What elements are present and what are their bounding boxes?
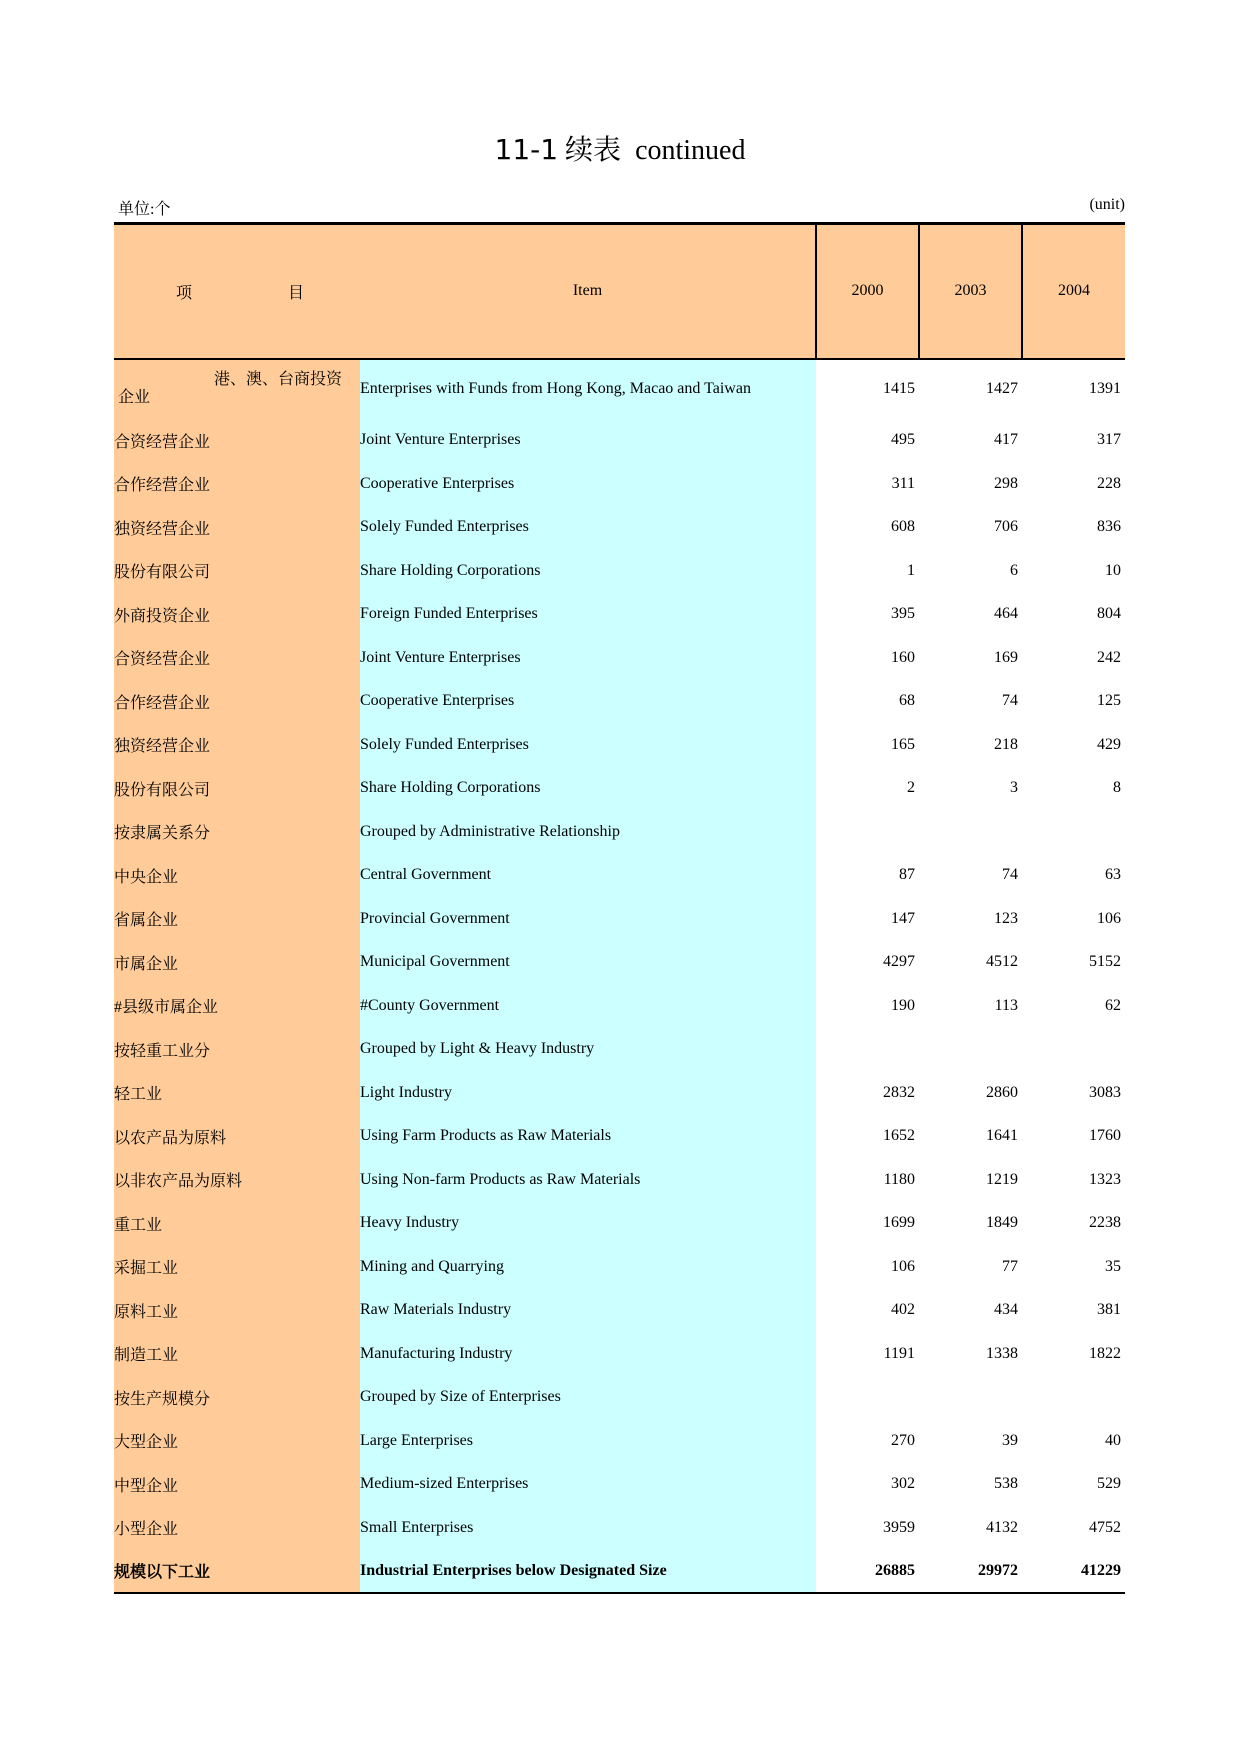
row-label-cn: 独资经营企业	[114, 723, 360, 767]
row-label-en: Light Industry	[360, 1071, 816, 1115]
row-label-cn: 轻工业	[114, 1071, 360, 1115]
header-year-2000: 2000	[816, 224, 919, 359]
row-value-2000	[816, 1376, 919, 1420]
row-value-2000: 106	[891, 1257, 915, 1275]
row-value-2004: 228	[1097, 474, 1121, 492]
table-row	[114, 549, 1125, 593]
row-label-cn: 采掘工业	[114, 1245, 360, 1289]
row-value-2000: 2	[907, 779, 915, 797]
row-value-2004: 8	[1113, 779, 1121, 797]
row-value-2000: 147	[891, 909, 915, 927]
row-label-en: Solely Funded Enterprises	[360, 723, 816, 767]
row-label-en: Large Enterprises	[360, 1419, 816, 1463]
table-row	[114, 723, 1125, 767]
table-row	[114, 1332, 1125, 1376]
title-cn: 续表	[565, 135, 622, 166]
row-label-en: Share Holding Corporations	[360, 549, 816, 593]
table-number: 11-1	[494, 133, 559, 166]
row-value-2000: 270	[891, 1431, 915, 1449]
table-row	[114, 854, 1125, 898]
table-row	[114, 1289, 1125, 1333]
table-row	[114, 1115, 1125, 1159]
row-value-2000: 165	[891, 735, 915, 753]
table-row	[114, 1202, 1125, 1246]
row-label-en: Small Enterprises	[360, 1506, 816, 1550]
row-value-2003: 298	[994, 474, 1018, 492]
row-value-2003: 169	[994, 648, 1018, 666]
row-label-cn: 市属企业	[114, 941, 360, 985]
row-label-cn: 合资经营企业	[114, 636, 360, 680]
row-label-en: Heavy Industry	[360, 1202, 816, 1246]
table-row	[114, 1506, 1125, 1550]
row-value-2004: 381	[1097, 1301, 1121, 1319]
row-value-2003: 77	[1002, 1257, 1018, 1275]
row-value-2003	[919, 810, 1022, 854]
row-label-en: Grouped by Size of Enterprises	[360, 1376, 816, 1420]
row-value-2004: 40	[1105, 1431, 1121, 1449]
row-value-2004: 41229	[1022, 1550, 1125, 1594]
row-value-2003: 39	[1002, 1431, 1018, 1449]
row-value-2003: 113	[994, 996, 1018, 1014]
row-value-2003: 6	[1010, 561, 1018, 579]
row-label-cn: 重工业	[114, 1202, 360, 1246]
row-label-en: Medium-sized Enterprises	[360, 1463, 816, 1507]
row-value-2003: 2860	[986, 1083, 1018, 1101]
row-label-cn: 原料工业	[114, 1289, 360, 1333]
row-value-2003: 4132	[986, 1518, 1018, 1536]
row-value-2003: 1338	[986, 1344, 1018, 1362]
table-row	[114, 593, 1125, 637]
header-year-2003: 2003	[919, 224, 1022, 359]
row-label-cn-line2: 企业	[118, 389, 151, 406]
row-label-cn: 省属企业	[114, 897, 360, 941]
row-label-en: Share Holding Corporations	[360, 767, 816, 811]
row-value-2003: 464	[994, 605, 1018, 623]
row-value-2004	[1022, 1028, 1125, 1072]
header-year-2004: 2004	[1022, 224, 1125, 359]
row-label-en: Foreign Funded Enterprises	[360, 593, 816, 637]
row-value-2000: 4297	[883, 953, 915, 971]
row-value-2004: 125	[1097, 692, 1121, 710]
row-label-cn: 按轻重工业分	[114, 1028, 360, 1072]
row-value-2004: 4752	[1089, 1518, 1121, 1536]
table-row	[114, 810, 1125, 854]
row-value-2000: 2832	[883, 1083, 915, 1101]
row-value-2000: 1652	[883, 1127, 915, 1145]
row-value-2004: 836	[1097, 518, 1121, 536]
row-value-2004: 2238	[1089, 1214, 1121, 1232]
row-value-2000: 495	[891, 431, 915, 449]
table-row	[114, 1245, 1125, 1289]
page-title	[0, 128, 1240, 168]
row-value-2003: 29972	[919, 1550, 1022, 1594]
row-label-cn: 中央企业	[114, 854, 360, 898]
row-value-2000: 1415	[883, 380, 915, 397]
row-value-2000	[816, 1028, 919, 1072]
row-label-cn: 大型企业	[114, 1419, 360, 1463]
row-value-2000: 3959	[883, 1518, 915, 1536]
row-label-en: Using Non-farm Products as Raw Materials	[360, 1158, 816, 1202]
row-label-cn: 独资经营企业	[114, 506, 360, 550]
row-value-2004: 804	[1097, 605, 1121, 623]
row-label-en: Joint Venture Enterprises	[360, 636, 816, 680]
row-label-en: Joint Venture Enterprises	[360, 419, 816, 463]
row-label-cn: 小型企业	[114, 1506, 360, 1550]
row-value-2004: 35	[1105, 1257, 1121, 1275]
row-value-2000	[816, 810, 919, 854]
table-row	[114, 359, 1125, 419]
row-value-2004: 3083	[1089, 1083, 1121, 1101]
row-value-2004: 10	[1105, 561, 1121, 579]
table-row	[114, 1028, 1125, 1072]
row-value-2003: 74	[1002, 866, 1018, 884]
row-label-en: Solely Funded Enterprises	[360, 506, 816, 550]
table-row	[114, 1463, 1125, 1507]
table-row	[114, 984, 1125, 1028]
row-label-cn: 合作经营企业	[114, 462, 360, 506]
row-value-2004: 5152	[1089, 953, 1121, 971]
row-label-cn: #县级市属企业	[114, 984, 360, 1028]
row-label-cn: 以农产品为原料	[114, 1115, 360, 1159]
row-value-2000: 1	[907, 561, 915, 579]
row-label-en: Provincial Government	[360, 897, 816, 941]
row-value-2000: 402	[891, 1301, 915, 1319]
row-value-2003: 1849	[986, 1214, 1018, 1232]
row-value-2003	[919, 1028, 1022, 1072]
row-label-cn-line1: 港、澳、台商投资	[214, 371, 343, 388]
table-header-row	[114, 224, 1125, 359]
row-label-cn: 合资经营企业	[114, 419, 360, 463]
row-label-cn: 规模以下工业	[114, 1550, 360, 1594]
row-value-2003: 1219	[986, 1170, 1018, 1188]
unit-label-en: (unit)	[1089, 196, 1125, 213]
row-value-2003: 434	[994, 1301, 1018, 1319]
row-value-2004: 1822	[1089, 1344, 1121, 1362]
row-value-2000: 1699	[883, 1214, 915, 1232]
header-item-cn-1: 项	[176, 284, 193, 302]
header-item-cn-2: 目	[288, 284, 305, 302]
row-value-2003: 123	[994, 909, 1018, 927]
row-label-en: Mining and Quarrying	[360, 1245, 816, 1289]
row-value-2000: 26885	[816, 1550, 919, 1594]
table-row-total	[114, 1550, 1125, 1594]
row-value-2004: 63	[1105, 866, 1121, 884]
table-row	[114, 680, 1125, 724]
row-label-cn: 股份有限公司	[114, 549, 360, 593]
row-value-2004: 529	[1097, 1475, 1121, 1493]
table-row	[114, 636, 1125, 680]
row-value-2004: 317	[1097, 431, 1121, 449]
row-label-cn: 以非农产品为原料	[114, 1158, 360, 1202]
table-row	[114, 1376, 1125, 1420]
row-label-en: Manufacturing Industry	[360, 1332, 816, 1376]
row-label-en: Municipal Government	[360, 941, 816, 985]
row-value-2000: 302	[891, 1475, 915, 1493]
row-label-cn: 股份有限公司	[114, 767, 360, 811]
row-value-2004: 429	[1097, 735, 1121, 753]
row-value-2003: 1427	[986, 380, 1018, 397]
row-value-2000: 608	[891, 518, 915, 536]
row-label-en: Central Government	[360, 854, 816, 898]
row-value-2000: 87	[899, 866, 915, 884]
row-value-2004: 106	[1097, 909, 1121, 927]
table-row	[114, 506, 1125, 550]
row-label-en: #County Government	[360, 984, 816, 1028]
table-row	[114, 419, 1125, 463]
row-value-2000: 68	[899, 692, 915, 710]
row-label-cn: 按生产规模分	[114, 1376, 360, 1420]
row-value-2000: 1191	[883, 1344, 915, 1362]
row-value-2003: 417	[994, 431, 1018, 449]
row-value-2000: 160	[891, 648, 915, 666]
row-label-cn: 制造工业	[114, 1332, 360, 1376]
table-row	[114, 462, 1125, 506]
row-label-cn: 中型企业	[114, 1463, 360, 1507]
table-row	[114, 1158, 1125, 1202]
row-value-2000: 395	[891, 605, 915, 623]
row-value-2004	[1022, 1376, 1125, 1420]
row-value-2004: 1391	[1089, 380, 1121, 397]
row-value-2003: 218	[994, 735, 1018, 753]
row-value-2004: 1760	[1089, 1127, 1121, 1145]
header-item-cn	[114, 224, 360, 359]
row-label-en: Cooperative Enterprises	[360, 680, 816, 724]
row-label-cn	[114, 359, 360, 419]
row-label-en: Raw Materials Industry	[360, 1289, 816, 1333]
row-value-2004	[1022, 810, 1125, 854]
row-label-cn: 外商投资企业	[114, 593, 360, 637]
table-row	[114, 767, 1125, 811]
row-value-2000: 311	[891, 474, 915, 492]
row-value-2003: 1641	[986, 1127, 1018, 1145]
row-value-2003: 74	[1002, 692, 1018, 710]
row-label-en: Grouped by Light & Heavy Industry	[360, 1028, 816, 1072]
row-value-2003: 4512	[986, 953, 1018, 971]
header-item-en: Item	[360, 224, 816, 359]
table-row	[114, 941, 1125, 985]
row-value-2003: 3	[1010, 779, 1018, 797]
row-label-cn: 合作经营企业	[114, 680, 360, 724]
row-value-2003	[919, 1376, 1022, 1420]
row-value-2000: 190	[891, 996, 915, 1014]
table-row	[114, 1071, 1125, 1115]
row-label-cn: 按隶属关系分	[114, 810, 360, 854]
row-value-2004: 62	[1105, 996, 1121, 1014]
row-value-2000: 1180	[883, 1170, 915, 1188]
row-value-2004: 1323	[1089, 1170, 1121, 1188]
table-row	[114, 897, 1125, 941]
row-value-2003: 706	[994, 518, 1018, 536]
row-value-2003: 538	[994, 1475, 1018, 1493]
statistics-table	[114, 222, 1125, 1594]
unit-label-cn: 单位:个	[118, 201, 171, 218]
row-label-en: Enterprises with Funds from Hong Kong, Macao and Taiwan	[360, 359, 816, 419]
row-label-en: Cooperative Enterprises	[360, 462, 816, 506]
row-label-en: Using Farm Products as Raw Materials	[360, 1115, 816, 1159]
row-label-en: Industrial Enterprises below Designated Size	[360, 1550, 816, 1594]
row-label-en: Grouped by Administrative Relationship	[360, 810, 816, 854]
row-value-2004: 242	[1097, 648, 1121, 666]
title-en: continued	[635, 135, 746, 166]
table-row	[114, 1419, 1125, 1463]
